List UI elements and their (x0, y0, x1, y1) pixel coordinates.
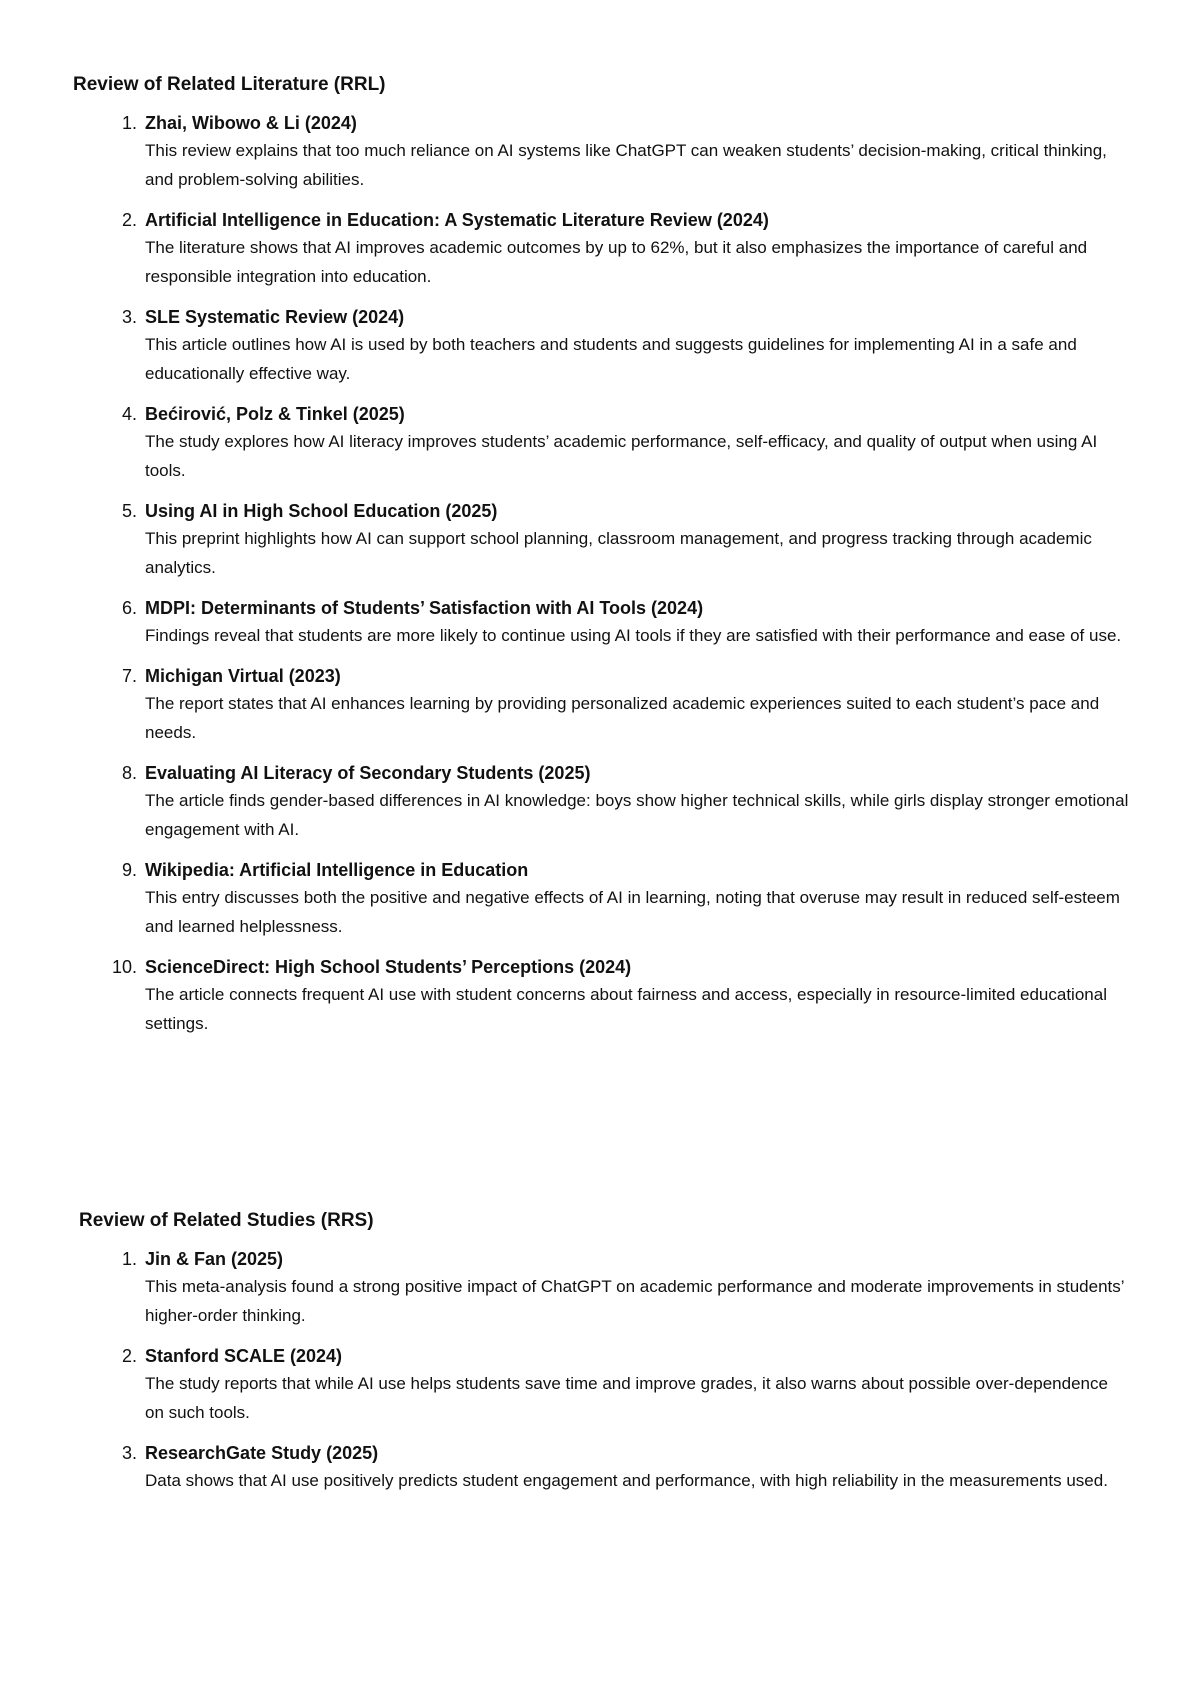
entry-description: This review explains that too much reliance on AI systems like ChatGPT can weaken students’ decision-making, critical thinking, and problem-solving abilities. (145, 141, 1107, 189)
rrl-item-8 (0, 760, 1200, 844)
entry-description: Data shows that AI use positively predicts student engagement and performance, with high reliability in the measurements used. (145, 1471, 1108, 1490)
entry-description: The study reports that while AI use helps students save time and improve grades, it also warns about possible over-dependence on such tools. (145, 1374, 1108, 1422)
entry-title: Using AI in High School Education (2025) (145, 501, 498, 521)
entry-title: Michigan Virtual (2023) (145, 666, 341, 686)
list-number: 8. (121, 763, 137, 783)
rrl-item-9 (0, 857, 1200, 941)
entry-title: Stanford SCALE (2024) (145, 1346, 343, 1366)
list-number: 7. (121, 666, 137, 686)
list-number: 6. (121, 598, 137, 618)
entry-description: This entry discusses both the positive and negative effects of AI in learning, noting that overuse may result in reduced self-esteem and learned helplessness. (145, 888, 1120, 936)
rrl-item-5 (0, 498, 1200, 582)
list-number: 9. (121, 860, 137, 880)
list-number: 4. (121, 404, 137, 424)
rrs-item-2 (0, 1343, 1200, 1427)
rrl-item-1 (0, 110, 1200, 194)
entry-description: The article finds gender-based differences in AI knowledge: boys show higher technical skills, while girls display stronger emotional engagement with AI. (145, 791, 1129, 839)
entry-description: This article outlines how AI is used by both teachers and students and suggests guidelines for implementing AI in a safe and educationally effective way. (145, 335, 1077, 383)
entry-title: SLE Systematic Review (2024) (145, 307, 405, 327)
rrl-item-10 (0, 954, 1200, 1038)
rrl-item-4 (0, 401, 1200, 485)
rrl-list (0, 110, 1200, 1038)
entry-title: Bećirović, Polz & Tinkel (2025) (145, 404, 405, 424)
list-number: 5. (121, 501, 137, 521)
rrl-item-7 (0, 663, 1200, 747)
entry-title: Jin & Fan (2025) (145, 1249, 284, 1269)
rrl-item-6 (0, 595, 1200, 650)
rrl-item-2 (0, 207, 1200, 291)
entry-title: Evaluating AI Literacy of Secondary Students (2025) (145, 763, 591, 783)
entry-title: Artificial Intelligence in Education: A Systematic Literature Review (2024) (145, 210, 769, 230)
list-number: 1. (121, 113, 137, 133)
list-number: 3. (121, 1443, 137, 1463)
entry-description: The article connects frequent AI use with student concerns about fairness and access, especially in resource-limited educational settings. (145, 985, 1107, 1033)
section-rrl (0, 72, 1200, 1051)
entry-description: The report states that AI enhances learning by providing personalized academic experiences suited to each student’s pace and needs. (145, 694, 1100, 742)
entry-title: ResearchGate Study (2025) (145, 1443, 379, 1463)
entry-description: Findings reveal that students are more likely to continue using AI tools if they are satisfied with their performance and ease of use. (145, 626, 1122, 645)
section-heading-rrl: Review of Related Literature (RRL) (73, 74, 386, 95)
entry-description: The literature shows that AI improves academic outcomes by up to 62%, but it also emphasizes the importance of careful and responsible integration into education. (145, 238, 1088, 286)
rrs-item-3 (0, 1440, 1200, 1495)
entry-title: Wikipedia: Artificial Intelligence in Education (145, 860, 529, 880)
list-number: 1. (121, 1249, 137, 1269)
rrs-list (0, 1246, 1200, 1495)
entry-title: Zhai, Wibowo & Li (2024) (145, 113, 357, 133)
rrs-item-1 (0, 1246, 1200, 1330)
rrl-item-3 (0, 304, 1200, 388)
entry-description: This meta-analysis found a strong positive impact of ChatGPT on academic performance and moderate improvements in students’ higher-order thinking. (145, 1277, 1124, 1325)
section-rrs (0, 1208, 1200, 1508)
list-number: 3. (121, 307, 137, 327)
entry-title: MDPI: Determinants of Students’ Satisfaction with AI Tools (2024) (145, 598, 704, 618)
list-number: 2. (121, 1346, 137, 1366)
entry-description: This preprint highlights how AI can support school planning, classroom management, and progress tracking through academic analytics. (145, 529, 1092, 577)
list-number: 10. (111, 957, 137, 977)
list-number: 2. (121, 210, 137, 230)
section-heading-rrs: Review of Related Studies (RRS) (79, 1210, 374, 1231)
entry-description: The study explores how AI literacy improves students’ academic performance, self-efficacy, and quality of output when using AI tools. (145, 432, 1098, 480)
entry-title: ScienceDirect: High School Students’ Perceptions (2024) (145, 957, 632, 977)
